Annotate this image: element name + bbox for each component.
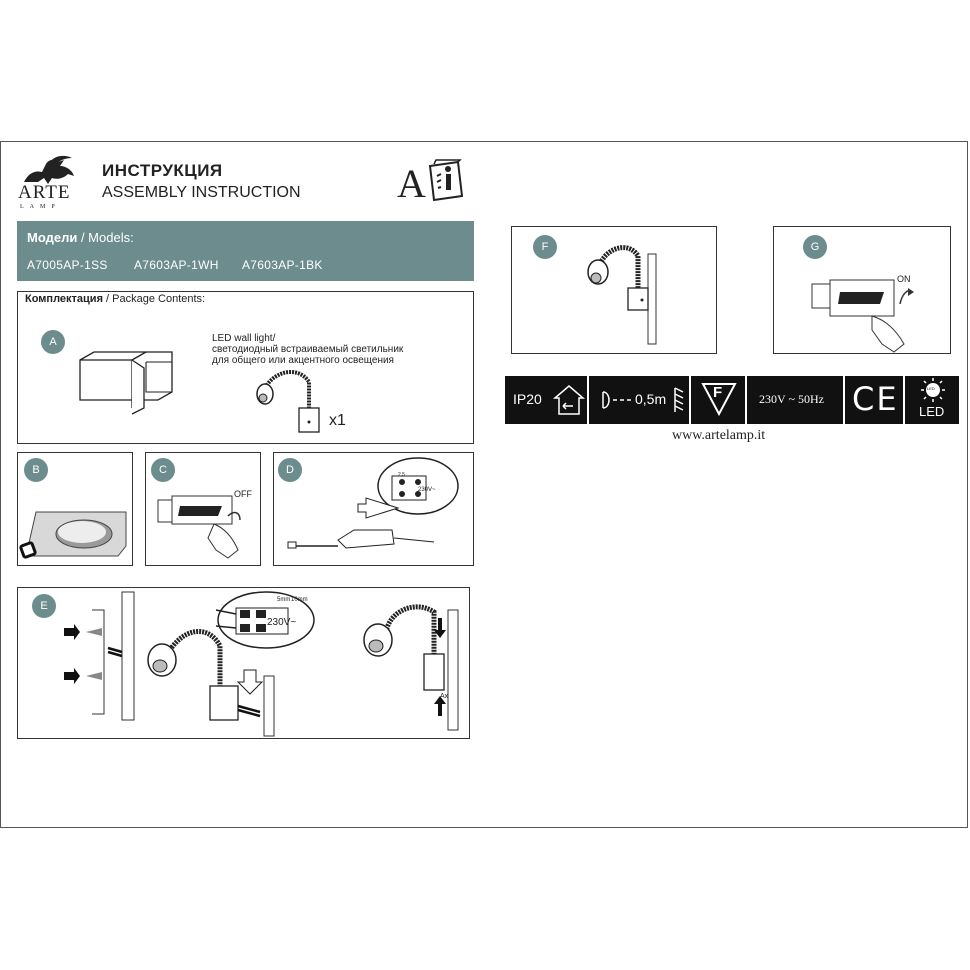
assembly-letter: A [397, 161, 426, 206]
indoor-house-icon [553, 384, 585, 416]
switch-off-icon [158, 494, 258, 562]
quantity-label: x1 [329, 412, 346, 429]
terminal-label: 10mm [291, 597, 308, 603]
models-label: Модели / Models: [27, 230, 134, 245]
brand-name: ARTE [18, 182, 71, 203]
driver-wiring-icon [288, 456, 470, 564]
step-badge-c: C [151, 458, 175, 482]
off-label: OFF [234, 489, 252, 499]
step-badge-e: E [32, 594, 56, 618]
terminal-label: 230V~ [418, 487, 436, 493]
models-bar [17, 221, 474, 281]
wall-light-icon [255, 364, 325, 434]
beam-distance-icon [599, 390, 633, 410]
spec-distance: 0,5m [591, 376, 691, 424]
step-badge-d: D [278, 458, 302, 482]
spec-led: LED LED [907, 376, 959, 424]
spec-voltage: 230V ~ 50Hz [749, 376, 845, 424]
brand-sub: LAMP [20, 204, 61, 210]
title-ru: ИНСТРУКЦИЯ [102, 161, 223, 180]
spec-bar [505, 376, 959, 424]
installed-light-icon [586, 240, 666, 348]
package-title: Комплектация / Package Contents: [25, 293, 206, 305]
package-description: LED wall light/ светодиодный встраиваемый светильник для общего или акцентного освещения [212, 333, 404, 366]
hatch-icon [673, 386, 685, 414]
model-item: A7603AP-1WH [134, 258, 219, 272]
step-badge-b: B [24, 458, 48, 482]
spec-ip-rating: IP20 [505, 376, 589, 424]
model-item: A7005AP-1SS [27, 258, 108, 272]
terminal-label: Ax [440, 693, 449, 700]
switch-on-icon [812, 270, 942, 352]
on-label: ON [897, 274, 911, 284]
mounting-diagram-icon [60, 590, 470, 738]
terminal-label: 2,5 [398, 472, 405, 478]
step-badge-a: A [41, 330, 65, 354]
spec-f-mark: F [693, 376, 747, 424]
model-item: A7603AP-1BK [242, 258, 323, 272]
terminal-label: 230V~ [267, 617, 297, 628]
ceiling-cutout-icon [22, 506, 130, 564]
package-box-icon [80, 352, 172, 414]
terminal-label: 5mm [277, 597, 291, 603]
step-badge-g: G [803, 235, 827, 259]
spec-ce: CE [847, 376, 905, 424]
title-en: ASSEMBLY INSTRUCTION [102, 184, 301, 201]
brand-logo [14, 152, 86, 216]
manual-book-icon [428, 160, 464, 200]
website-link[interactable]: www.artelamp.it [672, 428, 766, 443]
step-badge-f: F [533, 235, 557, 259]
